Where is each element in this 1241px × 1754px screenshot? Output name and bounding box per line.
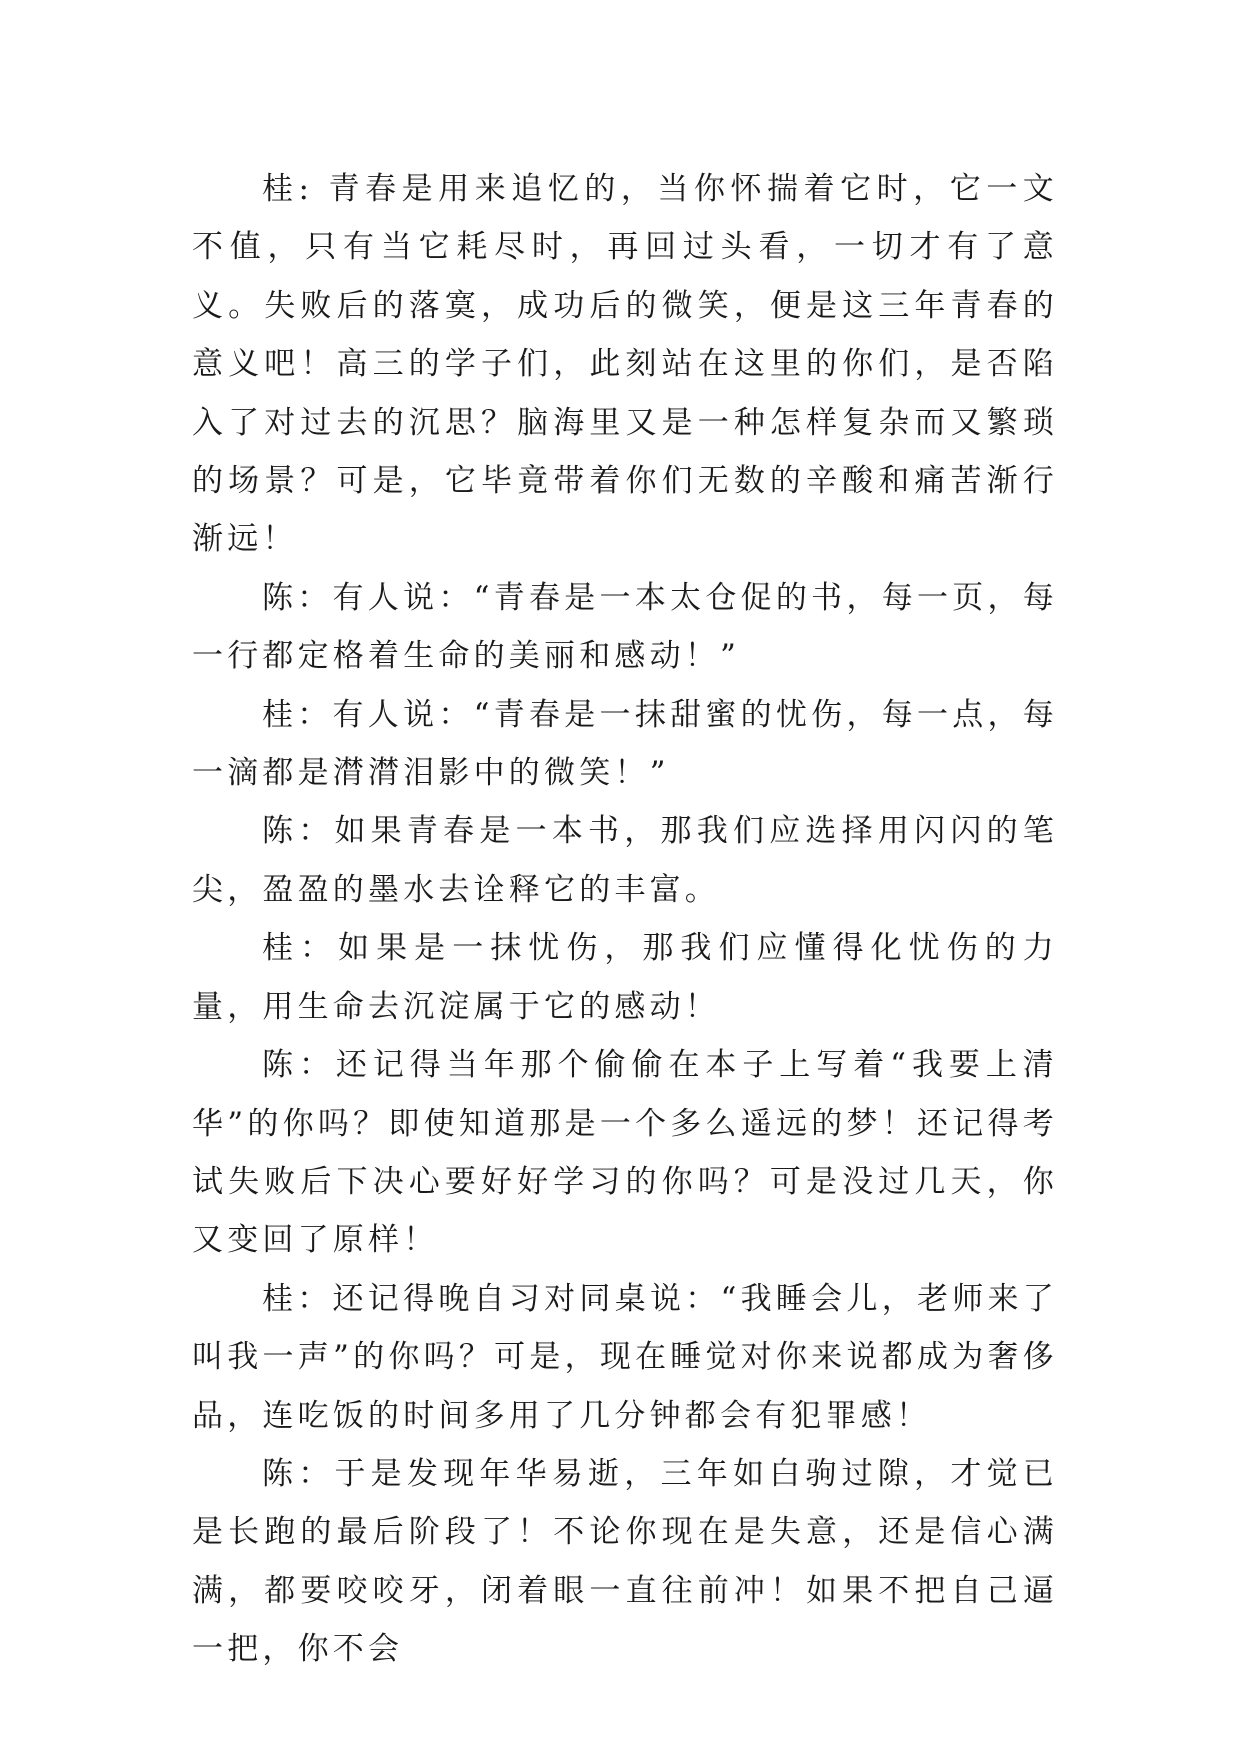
paragraph-chen-2: 陈：如果青春是一本书，那我们应选择用闪闪的笔尖，盈盈的墨水去诠释它的丰富。 <box>192 813 1058 908</box>
paragraph-gui-3: 桂：如果是一抹忧伤，那我们应懂得化忧伤的力量，用生命去沉淀属于它的感动！ <box>192 930 1058 1025</box>
paragraph-gui-2: 桂：有人说：“青春是一抹甜蜜的忧伤，每一点，每一滴都是潸潸泪影中的微笑！” <box>192 696 1058 792</box>
paragraph-gui-4: 桂：还记得晚自习对同桌说：“我睡会儿，老师来了叫我一声”的你吗？可是，现在睡觉对你来说都成为奢侈品，连吃饭的时间多用了几分钟都会有犯罪感！ <box>192 1280 1058 1434</box>
paragraph-chen-1: 陈：有人说：“青春是一本太仓促的书，每一页，每一行都定格着生命的美丽和感动！” <box>192 579 1058 675</box>
paragraph-chen-3: 陈：还记得当年那个偷偷在本子上写着“我要上清华”的你吗？即使知道那是一个多么遥远的梦！还记得考试失败后下决心要好好学习的你吗？可是没过几天，你又变回了原样！ <box>192 1047 1058 1259</box>
paragraph-chen-4: 陈：于是发现年华易逝，三年如白驹过隙，才觉已是长跑的最后阶段了！不论你现在是失意，还是信心满满，都要咬咬牙，闭着眼一直往前冲！如果不把自己逼一把，你不会 <box>192 1455 1058 1668</box>
document-body <box>192 160 1058 1679</box>
paragraph-gui-1: 桂: 青春是用来追忆的，当你怀揣着它时，它一文不值，只有当它耗尽时，再回过头看，一切才有了意义。失败后的落寞，成功后的微笑，便是这三年青春的意义吧！高三的学子们，此刻站在这里的你们，是否陷入了对过去的沉思？脑海里又是一种怎样复杂而又繁琐的场景？可是，它毕竟带着你们无数的辛酸和痛苦渐行渐远！ <box>192 171 1058 558</box>
